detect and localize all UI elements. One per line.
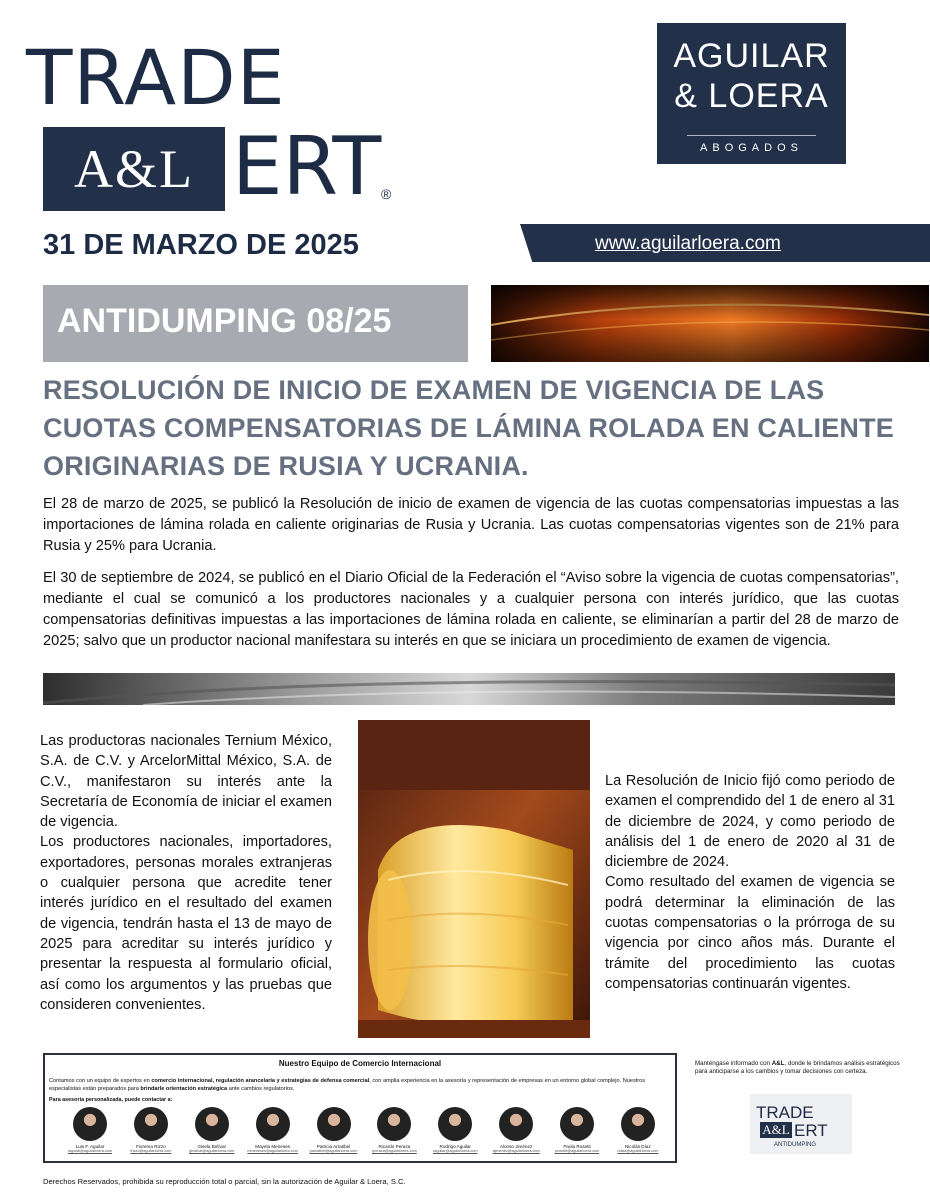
- member-email-link[interactable]: laguilar@aguilarloera.com: [67, 1149, 113, 1153]
- team-member: [367, 1107, 421, 1153]
- side-note-text: Manténgase informado con: [695, 1060, 772, 1067]
- member-name: Alonso Jiménez: [499, 1144, 533, 1149]
- member-email-link[interactable]: rperaza@aguilarloera.com: [371, 1149, 417, 1153]
- firm-logo: [657, 23, 846, 164]
- website-link[interactable]: www.aguilarloera.com: [595, 233, 781, 254]
- mini-logo-ert: ERT: [794, 1121, 828, 1140]
- team-box: [43, 1053, 677, 1163]
- avatar: [438, 1107, 472, 1141]
- headline: RESOLUCIÓN DE INICIO DE EXAMEN DE VIGENCIA DE LAS CUOTAS COMPENSATORIAS DE LÁMINA ROLADA EN CALIENTE ORIGINARIAS DE RUSIA Y UCRANIA.: [43, 375, 895, 481]
- team-member: [246, 1107, 300, 1153]
- body-paragraph: El 28 de marzo de 2025, se publicó la Resolución de inicio de examen de vigencia de las cuotas compensatorias impuestas a las importaciones de lámina rolada en caliente originarias de Rusia y Ucrania. Las cuotas compensatorias vigentes son de 21% para Rusia y 25% para Ucrania.: [43, 496, 899, 554]
- masthead-trade-word: TRADE: [26, 33, 286, 122]
- team-contact-label: Para asesoría personalizada, puede contactar a:: [49, 1097, 173, 1103]
- team-description: [49, 1078, 671, 1093]
- team-desc-bold: comercio internacional, regulación arancelaria y estrategias de defensa comercial: [151, 1078, 370, 1084]
- team-desc-bold: brindarle orientación estratégica: [140, 1085, 228, 1092]
- section-label: ANTIDUMPING 08/25: [57, 302, 392, 340]
- firm-logo-line1: AGUILAR: [673, 37, 830, 75]
- member-name: Luis F. Aguilar: [75, 1144, 105, 1149]
- left-column-paragraph: Las productoras nacionales Ternium México, S.A. de C.V. y ArcelorMittal México, S.A. de C.V., manifestaron su interés ante la Secretaría de Economía de iniciar el examen de vigencia.: [40, 733, 332, 831]
- mini-logo-trade: TRADE: [756, 1103, 814, 1122]
- team-member: [185, 1107, 239, 1153]
- masthead-al-box: A&L: [43, 127, 225, 211]
- member-email-link[interactable]: ndiaz@aguilarloera.com: [617, 1149, 659, 1153]
- member-email-link[interactable]: ajimenez@aguilarloera.com: [492, 1149, 540, 1153]
- side-note-bold: A&L: [771, 1060, 785, 1067]
- side-note-text: , donde le brindamos análisis estratégicos para anticiparse a los cambios y tomar decisiones con certeza.: [695, 1060, 900, 1076]
- avatar: [499, 1107, 533, 1141]
- team-member: [307, 1107, 361, 1153]
- team-title: Nuestro Equipo de Comercio Internacional: [278, 1059, 442, 1068]
- avatar: [560, 1107, 594, 1141]
- hot-steel-image: [491, 285, 929, 362]
- body-paragraph: El 30 de septiembre de 2024, se publicó en el Diario Oficial de la Federación el “Aviso sobre la vigencia de cuotas compensatorias”, mediante el cual se comunicó a los productores nacionales y a cualquier persona con interés jurídico, que las cuotas compensatorias definitivas impuestas a las importaciones de lámina rolada en caliente, se eliminarían a partir del 28 de marzo de 2025; salvo que un productor nacional manifestara su interés en que se iniciara un procedimiento de examen de vigencia.: [43, 570, 899, 649]
- avatar: [73, 1107, 107, 1141]
- firm-logo-divider: [687, 135, 816, 136]
- member-name: Fiorema Rizzo: [136, 1144, 166, 1149]
- right-column-paragraph: Como resultado del examen de vigencia se podrá determinar la eliminación de las cuotas compensatorias o la prórroga de su vigencia por cinco años más. Durante el trámite del procedimiento las cuotas compensatorias continuarán vigentes.: [605, 874, 895, 992]
- firm-logo-line2: & LOERA: [674, 77, 829, 115]
- mini-logo-subtitle: ANTIDUMPING: [774, 1142, 816, 1148]
- masthead-ert-word: ERT: [232, 120, 382, 213]
- avatar: [134, 1107, 168, 1141]
- team-desc-text: Contamos con un equipo de expertos en: [49, 1078, 152, 1084]
- avatar: [195, 1107, 229, 1141]
- member-email-link[interactable]: raguilar@aguilarloera.com: [432, 1149, 478, 1153]
- firm-logo-line3: ABOGADOS: [700, 142, 803, 154]
- team-member: [550, 1107, 604, 1153]
- right-column-paragraph: La Resolución de Inicio fijó como periodo de examen el comprendido del 1 de enero al 31 de diciembre de 2024, y como periodo de análisis del 1 de enero de 2020 al 31 de diciembre de 2024.: [605, 773, 895, 871]
- avatar: [377, 1107, 411, 1141]
- member-name: Mayela Meneses: [255, 1144, 290, 1149]
- avatar: [317, 1107, 351, 1141]
- steel-coils-strip-image: [43, 673, 895, 705]
- team-member: [124, 1107, 178, 1153]
- member-name: Paola Rosetti: [563, 1144, 591, 1149]
- steel-roll-image: [358, 720, 590, 1038]
- footer-rights: Derechos Reservados, prohibida su reproducción total o parcial, sin la autorización de Aguilar & Loera, S.C.: [43, 1177, 406, 1186]
- team-member: [63, 1107, 117, 1153]
- member-name: Gisela Bolívar: [197, 1144, 227, 1149]
- member-name: Patricia Arratibel: [316, 1144, 351, 1149]
- team-members: [63, 1107, 665, 1153]
- right-column: [605, 771, 895, 994]
- member-name: Ricardo Peraza: [378, 1144, 411, 1149]
- member-name: Rodrigo Aguilar: [439, 1144, 471, 1149]
- team-desc-text: ante cambios regulatorios.: [227, 1085, 295, 1092]
- avatar: [621, 1107, 655, 1141]
- mini-logo-al: A&L: [760, 1122, 792, 1138]
- member-email-link[interactable]: gbolivar@aguilarloera.com: [189, 1149, 235, 1153]
- left-column: [40, 731, 332, 1015]
- member-email-link[interactable]: parratibel@aguilarloera.com: [309, 1149, 358, 1153]
- left-column-paragraph: Los productores nacionales, importadores, exportadores, personas morales extranjeras o cualquier persona que acredite tener interés jurídico en el resultado del examen de vigencia, tendrán hasta el 13 de mayo de 2025 para acreditar su interés jurídico y presentar la respuesta al formulario oficial, así como los argumentos y las pruebas que consideren convenientes.: [40, 834, 332, 1013]
- mini-trade-alert-logo: [750, 1094, 852, 1154]
- member-email-link[interactable]: prosetti@aguilarloera.com: [554, 1149, 600, 1153]
- registered-mark: ®: [381, 186, 392, 202]
- member-email-link[interactable]: frizzo@aguilarloera.com: [130, 1149, 172, 1153]
- avatar: [256, 1107, 290, 1141]
- team-desc-text: , con amplia experiencia en la asesoría y representación de empresas en un entorno global complejo. Nuestros especialistas están preparados para: [49, 1078, 646, 1092]
- team-member: [611, 1107, 665, 1153]
- member-email-link[interactable]: mmeneses@aguilarloera.com: [247, 1149, 298, 1153]
- team-member: [428, 1107, 482, 1153]
- member-name: Nicolás Díaz: [624, 1144, 651, 1149]
- team-member: [489, 1107, 543, 1153]
- side-note: [695, 1060, 909, 1077]
- issue-date: 31 DE MARZO DE 2025: [43, 229, 359, 261]
